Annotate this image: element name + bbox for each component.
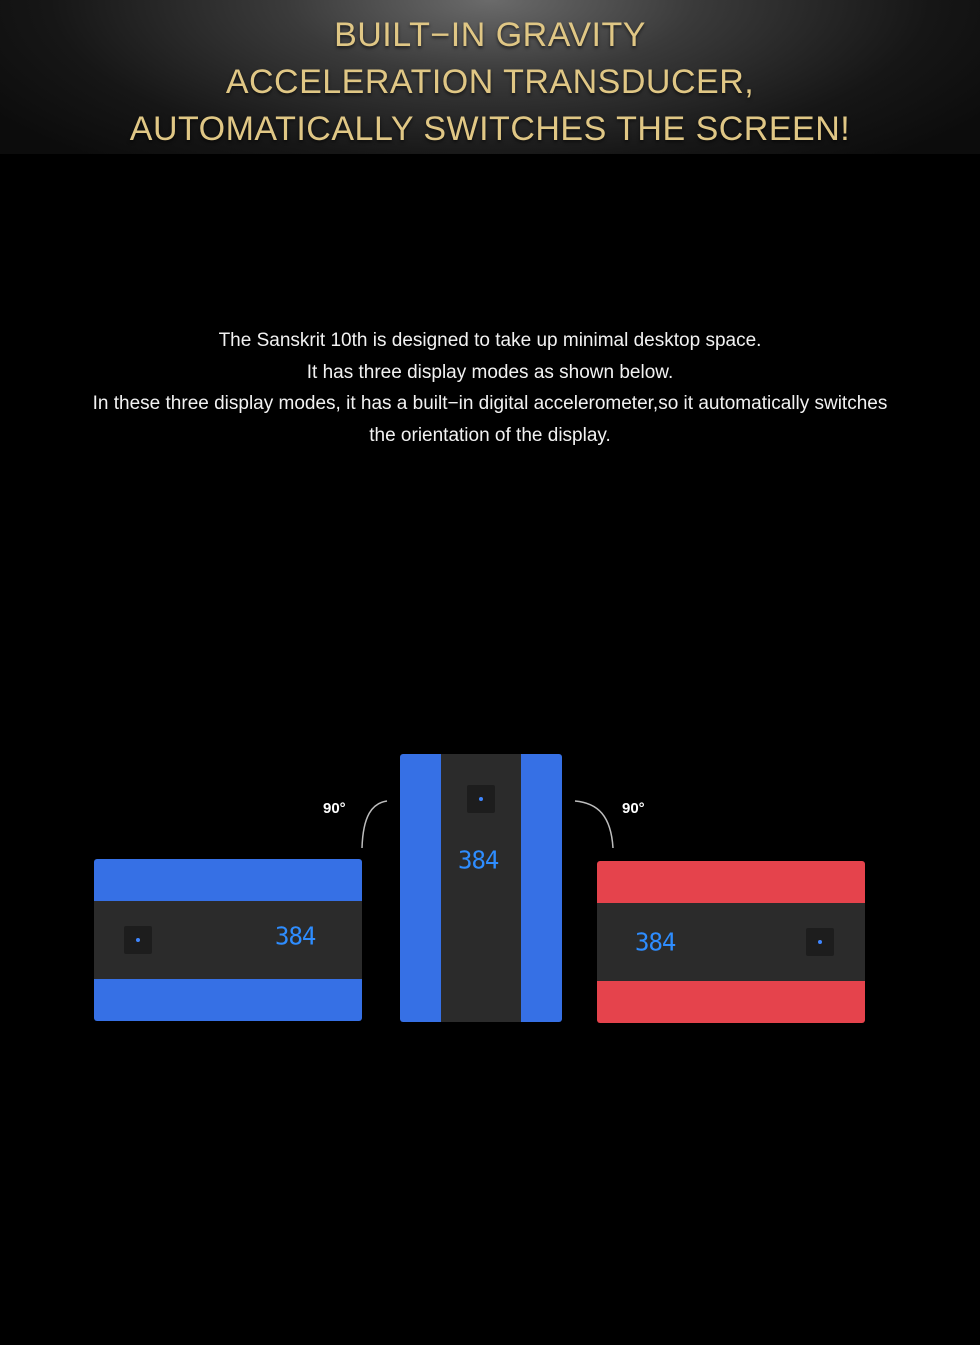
headline-line-2: ACCELERATION TRANSDUCER, [225, 63, 755, 101]
rotation-arc-left-icon [360, 800, 390, 850]
device-portrait-middle [400, 754, 562, 1022]
intro-line-3: In these three display modes, it has a built−in digital accelerometer,so it automatically switches [92, 393, 888, 414]
sensor-icon [124, 926, 152, 954]
sensor-icon [806, 928, 834, 956]
intro-paragraph [0, 325, 980, 451]
intro-line-2: It has three display modes as shown below. [306, 361, 674, 383]
rotation-angle-right: 90° [622, 800, 645, 817]
headline-line-3: AUTOMATICALLY SWITCHES THE SCREEN! [129, 110, 851, 148]
device-readout: 384 [635, 927, 676, 957]
rotation-arc-right-icon [573, 800, 618, 850]
rotation-angle-left: 90° [323, 800, 346, 817]
page-headline [0, 12, 980, 153]
device-landscape-right [597, 861, 865, 1023]
device-readout: 384 [458, 845, 499, 875]
intro-line-4: the orientation of the display. [369, 424, 611, 446]
device-landscape-left [94, 859, 362, 1021]
intro-line-1: The Sanskrit 10th is designed to take up minimal desktop space. [218, 330, 762, 351]
sensor-icon [467, 785, 495, 813]
device-readout: 384 [275, 921, 316, 951]
headline-line-1: BUILT−IN GRAVITY [334, 16, 646, 54]
